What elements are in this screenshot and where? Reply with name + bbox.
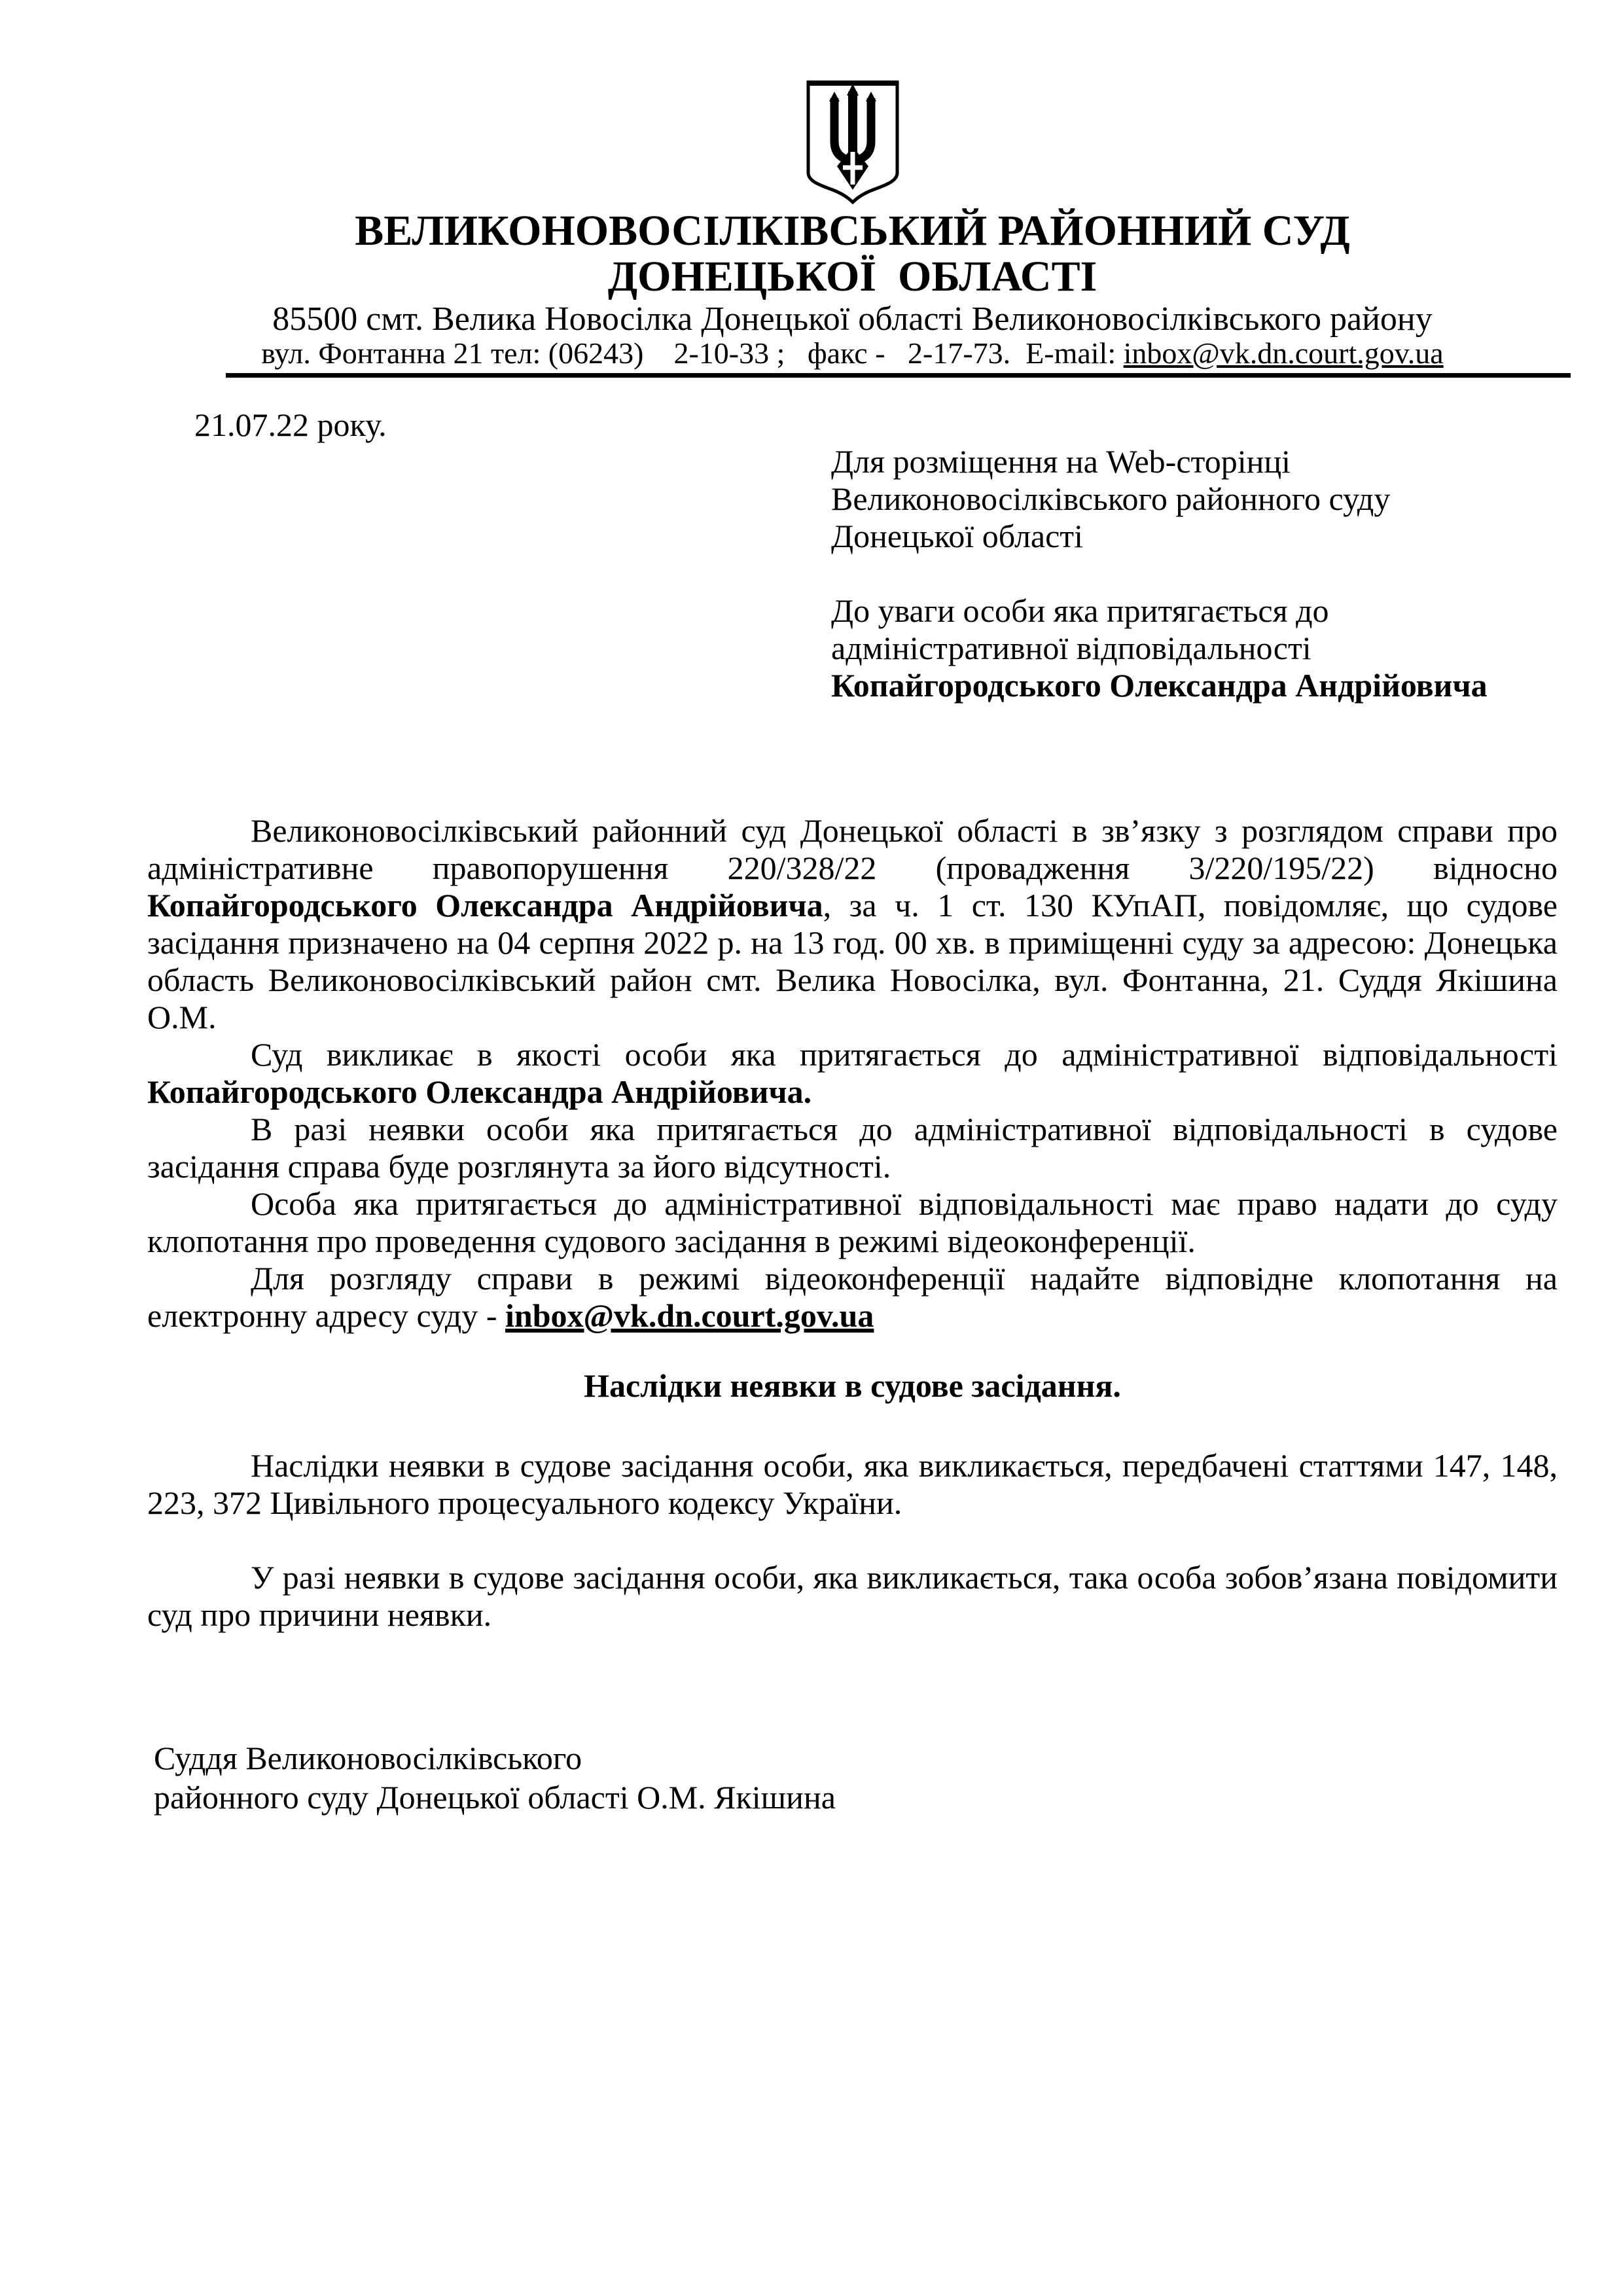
signature-line: районного суду Донецької області О.М. Якішина (154, 1779, 836, 1816)
defendant-name: Копайгородського Олександра Андрійовича. (147, 1073, 812, 1110)
case-info-text: Великоновосілківський районний суд Донецької області в зв’язку з розглядом справи про адміністративне правопорушення 220/328/22 (провадження 3/220/195/22) відносно (147, 812, 1558, 886)
letter-body (147, 812, 1558, 1817)
ukraine-trident-emblem-icon (805, 77, 901, 204)
signature-block (154, 1738, 1558, 1817)
recipient-web-line: Донецької області (831, 518, 1084, 554)
consequences-heading: Наслідки неявки в судове засідання. (584, 1367, 1121, 1404)
letterhead-divider (226, 373, 1571, 378)
summons-text: Суд викликає в якості особи яка притягається до адміністративної відповідальності (251, 1036, 1558, 1073)
recipient-attention-line: До уваги особи яка притягається до (831, 592, 1329, 629)
defendant-name: Копайгородського Олександра Андрійовича (147, 887, 823, 924)
recipient-web-line: Для розміщення на Web-сторінці (831, 443, 1291, 480)
intro-section (147, 406, 1558, 704)
court-email: inbox@vk.dn.court.gov.ua (505, 1297, 874, 1334)
header-email: inbox@vk.dn.court.gov.ua (1123, 336, 1444, 370)
recipient-gap (831, 555, 1488, 592)
letterhead (147, 77, 1558, 378)
court-contacts (147, 338, 1558, 369)
recipient-block (831, 443, 1488, 704)
court-name-line2: ДОНЕЦЬКОЇ ОБЛАСТІ (607, 253, 1097, 300)
paragraph-case-info (147, 812, 1558, 1036)
paragraph-videoconference-email (147, 1260, 1558, 1335)
videoconference-text: Для розгляду справи в режимі відеоконференції надайте відповідне клопотання на електронну адресу суду - (147, 1260, 1558, 1334)
recipient-name: Копайгородського Олександра Андрійовича (831, 667, 1488, 704)
paragraph-consequences-statutes: Наслідки неявки в судове засідання особи, яка викликається, передбачені статтями 147, 148, 223, 372 Цивільного процесуального кодексу України. (147, 1447, 1558, 1521)
recipient-attention-line: адміністративної відповідальності (831, 630, 1311, 666)
recipient-web-line: Великоновосілківського районного суду (831, 480, 1391, 517)
signature-line: Суддя Великоновосілківського (154, 1740, 582, 1776)
paragraph-notify-court: У разі неявки в судове засідання особи, яка викликається, така особа зобов’язана повідомити суд про причини неявки. (147, 1559, 1558, 1633)
paragraph-summons (147, 1036, 1558, 1111)
document-date: 21.07.22 року. (194, 406, 387, 443)
court-address: 85500 смт. Велика Новосілка Донецької області Великоновосілківського району (272, 300, 1433, 338)
contact-text: вул. Фонтанна 21 тел: (06243) 2-10-33 ; факс - 2-17-73. E-mail: (261, 336, 1124, 370)
paragraph-absence-consequence: В разі неявки особи яка притягається до адміністративної відповідальності в судове засідання справа буде розглянута за його відсутності. (147, 1111, 1558, 1185)
case-info-text-cont: , за ч. 1 ст. 130 КУпАП, повідомляє, що судове засідання призначено на 04 серпня 2022 р. на 13 год. 00 хв. в приміщенні суду за адресою: Донецька область Великоновосілківський район смт. Велика Новосілка, вул. Фонтанна, 21. Суддя Якішина О.М. (147, 887, 1558, 1035)
court-name-line1: ВЕЛИКОНОВОСІЛКІВСЬКИЙ РАЙОННИЙ СУД (355, 207, 1350, 255)
paragraph-videoconference-right: Особа яка притягається до адміністративної відповідальності має право надати до суду клопотання про проведення судового засідання в режимі відеоконференції. (147, 1185, 1558, 1259)
